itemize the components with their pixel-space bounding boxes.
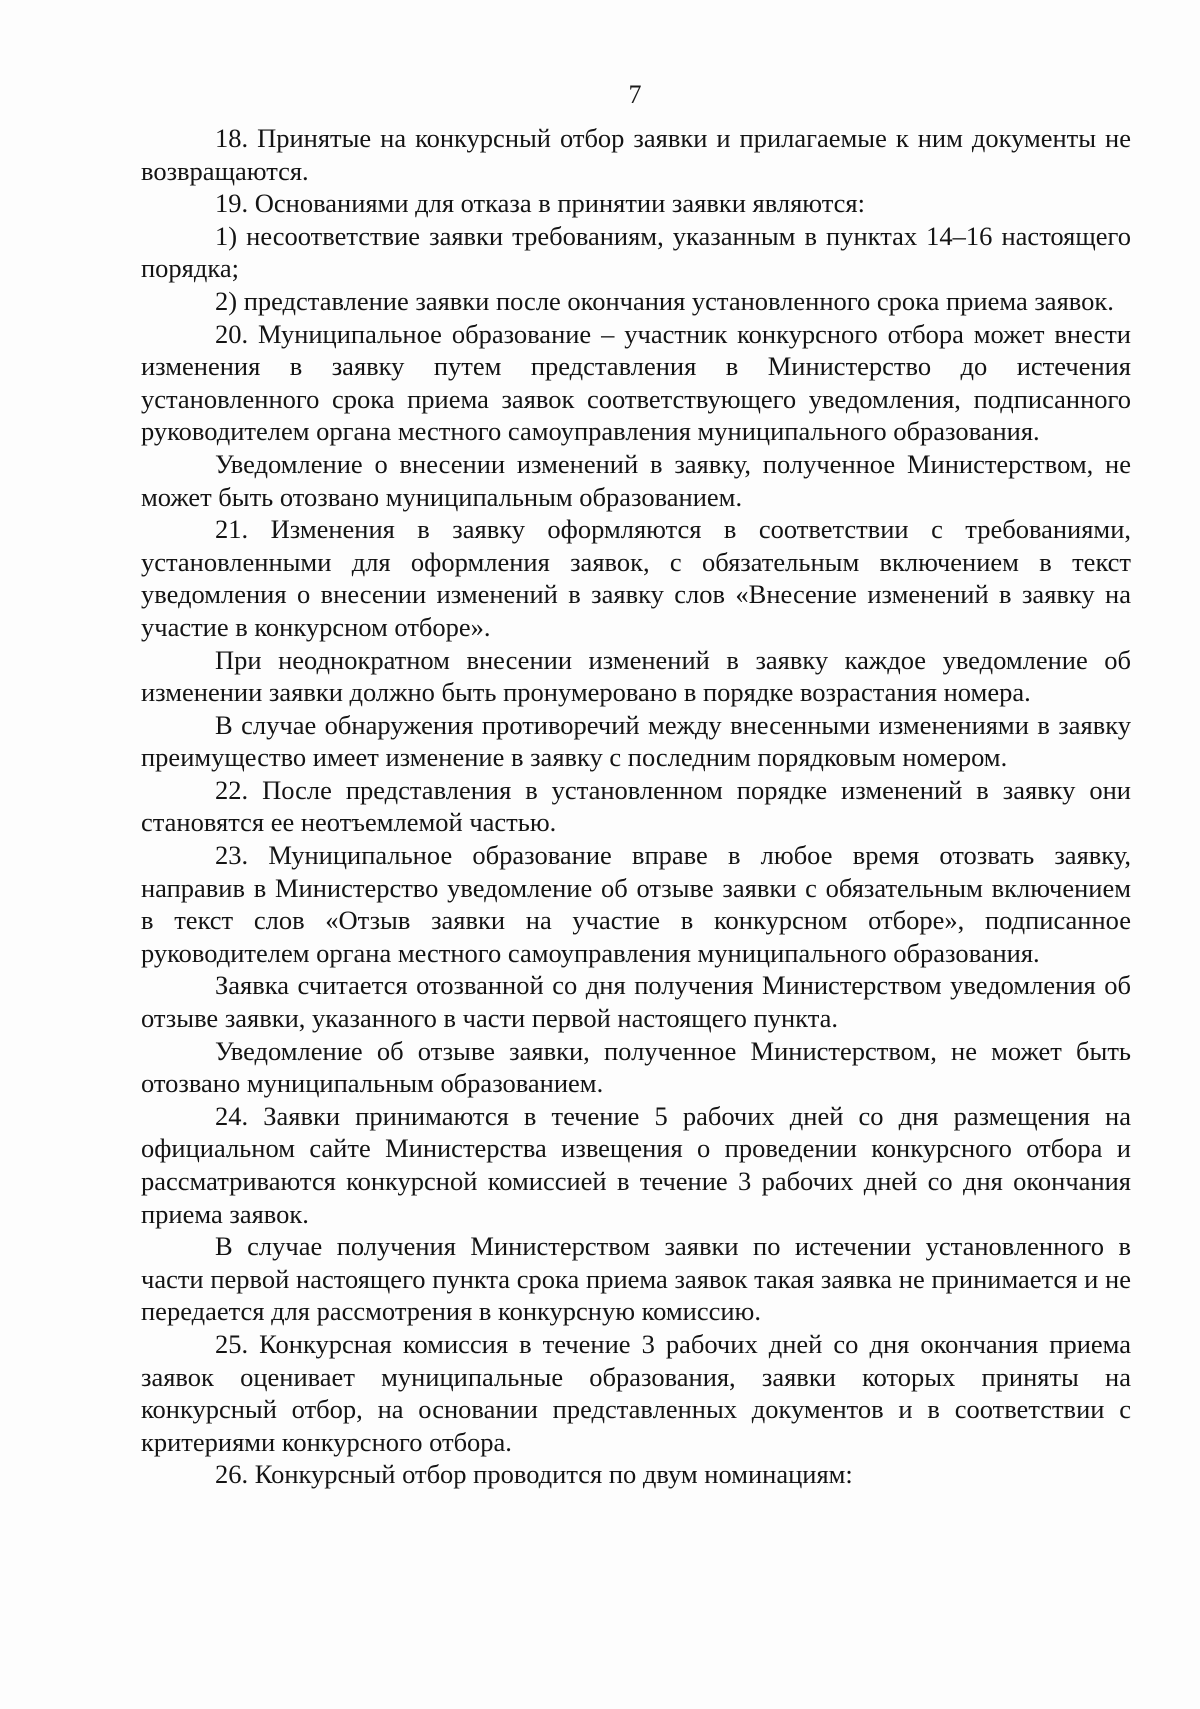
paragraph-19: 19. Основаниями для отказа в принятии заявки являются:: [215, 188, 865, 219]
paragraph-19-item-1: 1) несоответствие заявки требованиям, указанным в пунктах 14–16 настоящего порядка;: [141, 220, 1131, 284]
paragraph-22: 22. После представления в установленном порядке изменений в заявку они становятся ее неотъемлемой частью.: [141, 774, 1131, 838]
paragraph-20-part-2: Уведомление о внесении изменений в заявку, полученное Министерством, не может быть отозвано муниципальным образованием.: [141, 448, 1131, 512]
paragraph-19-item-2: 2) представление заявки после окончания установленного срока приема заявок.: [215, 285, 1114, 316]
paragraph-23-part-2: Заявка считается отозванной со дня получения Министерством уведомления об отзыве заявки, указанного в части первой настоящего пункта.: [141, 970, 1131, 1034]
page-number: 7: [628, 80, 642, 109]
paragraph-24: 24. Заявки принимаются в течение 5 рабочих дней со дня размещения на официальном сайте Министерства извещения о проведении конкурсного отбора и рассматриваются конкурсной комиссией в течение 3 рабочих дней со дня окончания приема заявок.: [141, 1100, 1131, 1229]
paragraph-20: 20. Муниципальное образование – участник конкурсного отбора может внести изменения в заявку путем представления в Министерство до истечения установленного срока приема заявок соответствующего уведомления, подписанного руководителем органа местного самоуправления муниципального образования.: [141, 318, 1131, 447]
paragraph-23-part-3: Уведомление об отзыве заявки, полученное Министерством, не может быть отозвано муниципальным образованием.: [141, 1035, 1131, 1099]
paragraph-18: 18. Принятые на конкурсный отбор заявки и прилагаемые к ним документы не возвращаются.: [141, 123, 1131, 186]
document-body: [141, 122, 1131, 1491]
paragraph-21: 21. Изменения в заявку оформляются в соответствии с требованиями, установленными для оформления заявок, с обязательным включением в текст уведомления о внесении изменений в заявку слов «Внесение изменений в заявку на участие в конкурсном отборе».: [141, 514, 1131, 642]
paragraph-23: 23. Муниципальное образование вправе в любое время отозвать заявку, направив в Министерство уведомление об отзыве заявки с обязательным включением в текст слов «Отзыв заявки на участие в конкурсном отборе», подписанное руководителем органа местного самоуправления муниципального образования.: [141, 840, 1131, 968]
paragraph-24-part-2: В случае получения Министерством заявки по истечении установленного в части первой настоящего пункта срока приема заявок такая заявка не принимается и не передается для рассмотрения в конкурсную комиссию.: [141, 1231, 1131, 1327]
paragraph-26: 26. Конкурсный отбор проводится по двум номинациям:: [215, 1459, 853, 1490]
paragraph-21-part-2: При неоднократном внесении изменений в заявку каждое уведомление об изменении заявки должно быть пронумеровано в порядке возрастания номера.: [141, 644, 1131, 708]
paragraph-25: 25. Конкурсная комиссия в течение 3 рабочих дней со дня окончания приема заявок оценивает муниципальные образования, заявки которых приняты на конкурсный отбор, на основании представленных документов и в соответствии с критериями конкурсного отбора.: [141, 1328, 1131, 1457]
paragraph-21-part-3: В случае обнаружения противоречий между внесенными изменениями в заявку преимущество имеет изменение в заявку с последним порядковым номером.: [141, 709, 1131, 773]
